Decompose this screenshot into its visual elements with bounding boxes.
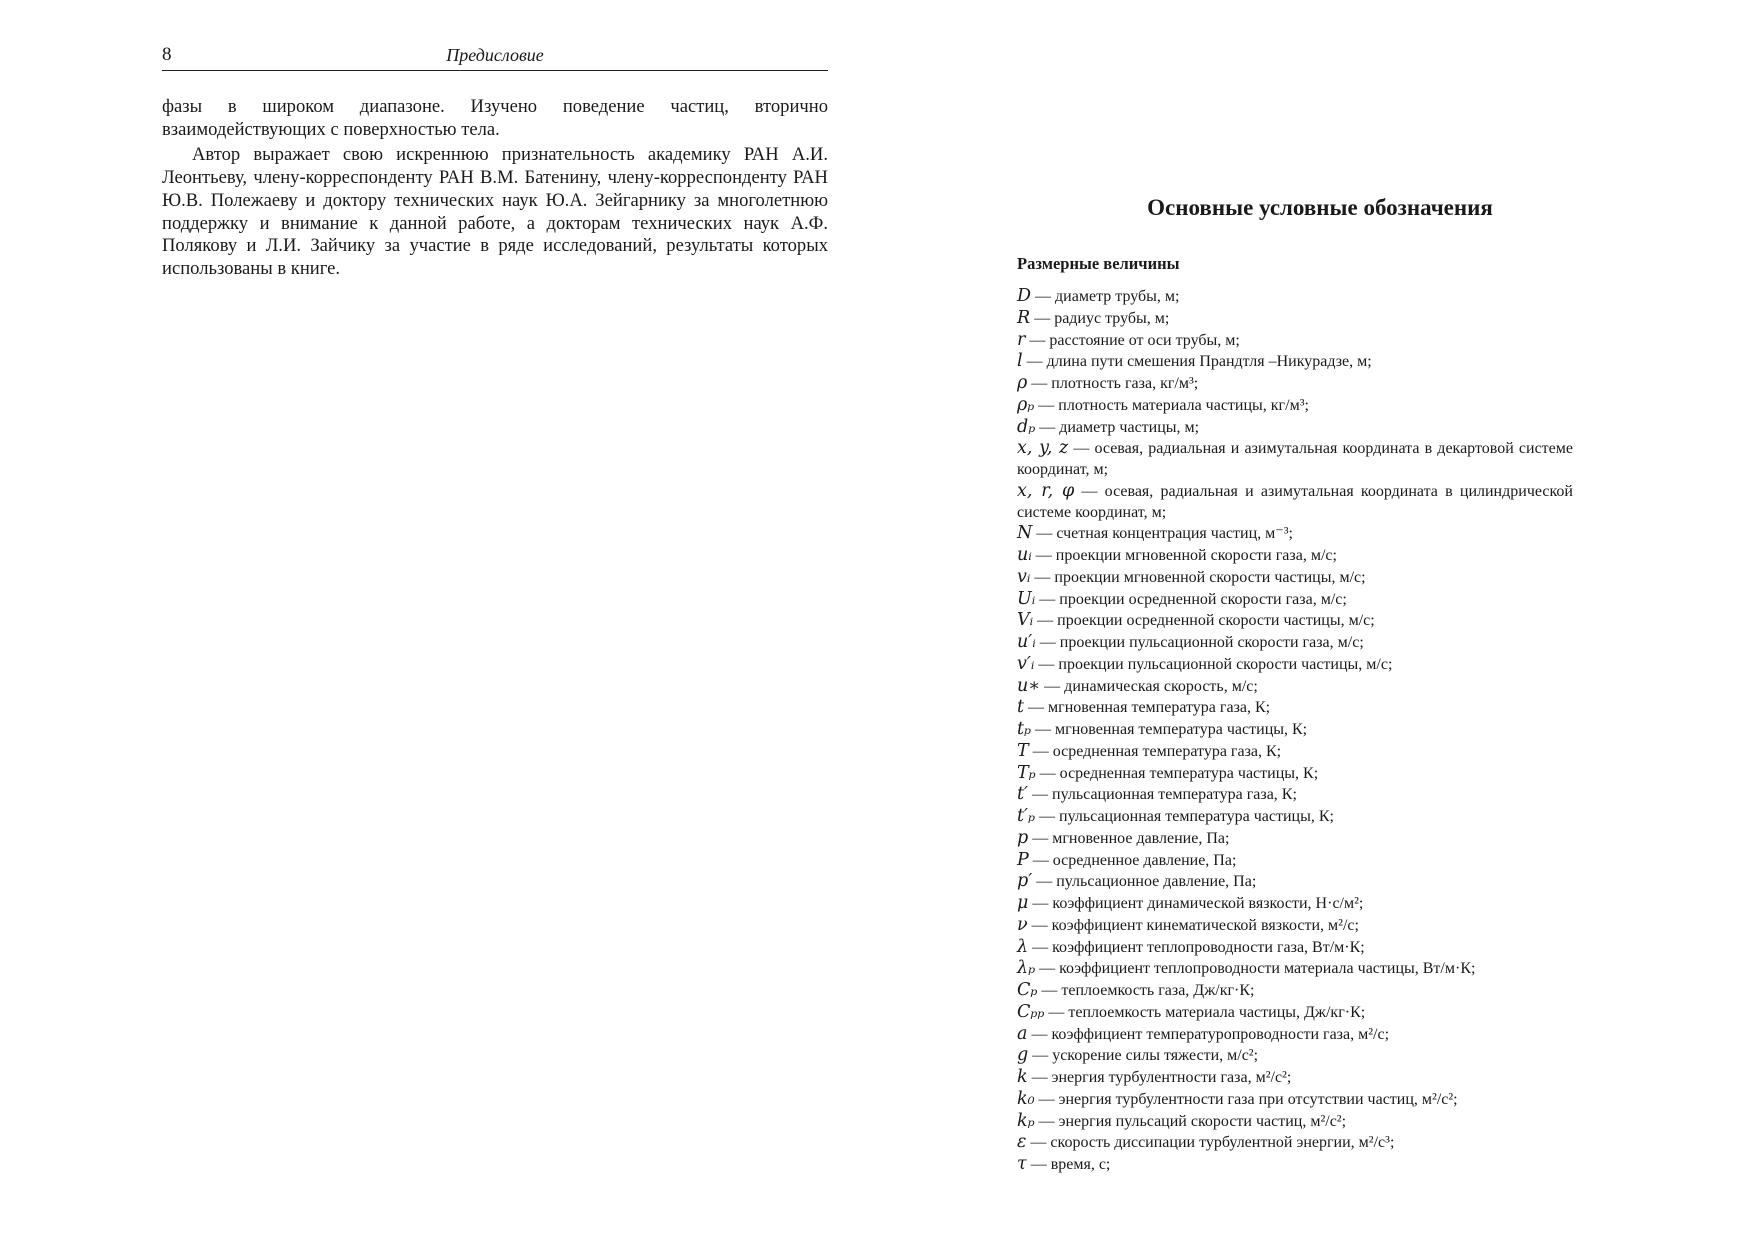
symbol: v′ᵢ — [1017, 653, 1035, 674]
running-title: Предисловие — [446, 45, 544, 65]
symbol-description: — пульсационное давление, Па; — [1032, 873, 1257, 891]
symbol-entry — [1017, 545, 1573, 567]
symbol-entry — [1017, 937, 1573, 959]
symbol-description: — осевая, радиальная и азимутальная координата в декартовой системе координат, м; — [1017, 440, 1573, 478]
symbol: vᵢ — [1017, 566, 1031, 587]
symbol: Uᵢ — [1017, 588, 1036, 609]
symbol: P — [1017, 849, 1029, 870]
symbol-description: — осредненная температура газа, К; — [1028, 742, 1282, 760]
symbol-description: — диаметр частицы, м; — [1035, 418, 1200, 436]
symbol-entry — [1017, 893, 1573, 915]
symbol-description: — проекции пульсационной скорости частицы, м/с; — [1034, 655, 1393, 673]
symbol: k₀ — [1017, 1088, 1035, 1109]
right-page — [877, 0, 1754, 1241]
symbol: T — [1017, 740, 1029, 761]
symbol-entry — [1017, 567, 1573, 589]
symbol: t — [1017, 697, 1025, 718]
symbol: r — [1017, 329, 1026, 350]
symbol: ρₚ — [1017, 394, 1035, 415]
symbol: ρ — [1017, 373, 1028, 393]
symbol-description: — время, с; — [1026, 1156, 1111, 1173]
symbol: kₚ — [1017, 1110, 1035, 1131]
symbol-list — [1017, 286, 1573, 1176]
symbol-entry — [1017, 1045, 1573, 1067]
paragraph: фазы в широком диапазоне. Изучено поведение частиц, вторично взаимодействующих с поверхностью тела. — [162, 96, 828, 140]
symbol-entry — [1017, 330, 1573, 352]
symbol: D — [1017, 286, 1032, 306]
symbol-description: — энергия пульсаций скорости частиц, м²/с²; — [1034, 1112, 1347, 1130]
symbol: g — [1017, 1045, 1029, 1066]
symbol: u′ᵢ — [1017, 632, 1036, 652]
symbol: tₚ — [1017, 719, 1032, 739]
symbol-description: — пульсационная температура частицы, К; — [1035, 808, 1334, 825]
symbol-description: — проекции осредненной скорости частицы, м/с; — [1033, 612, 1375, 630]
symbol: x, r, φ — [1017, 480, 1075, 501]
symbol-entry — [1017, 395, 1573, 417]
symbol-entry — [1017, 523, 1573, 545]
symbol: λₚ — [1017, 958, 1036, 979]
symbol-entry — [1017, 308, 1573, 330]
symbol: Vᵢ — [1017, 610, 1034, 631]
section-title: Основные условные обозначения — [1147, 195, 1493, 220]
symbol-description: — коэффициент динамической вязкости, Н·с/м²; — [1028, 895, 1364, 912]
symbol-description: — коэффициент температуропроводности газа, м²/с; — [1027, 1025, 1390, 1043]
symbol-description: — мгновенная температура частицы, К; — [1031, 721, 1308, 738]
symbol-description: — энергия турбулентности газа, м²/с²; — [1027, 1069, 1292, 1086]
symbol-entry — [1017, 1024, 1573, 1046]
symbol: x, y, z — [1017, 438, 1069, 459]
symbol-description: — теплоемкость материала частицы, Дж/кг·К; — [1044, 1003, 1366, 1021]
symbol-entry — [1017, 719, 1573, 741]
symbol-description: — диаметр трубы, м; — [1031, 288, 1180, 305]
symbol: Cₚ — [1017, 980, 1038, 1000]
symbol: Cₚₚ — [1017, 1001, 1045, 1022]
symbol-entry — [1017, 417, 1573, 439]
symbol: μ — [1017, 893, 1029, 913]
running-head — [162, 44, 828, 71]
symbol: uᵢ — [1017, 545, 1032, 565]
symbol-entry — [1017, 784, 1573, 806]
symbol-description: — пульсационная температура газа, К; — [1028, 786, 1297, 804]
symbol-description: — теплоемкость газа, Дж/кг·К; — [1037, 982, 1255, 999]
symbol-description: — осредненная температура частицы, К; — [1035, 764, 1319, 782]
symbol-entry — [1017, 373, 1573, 395]
symbol-entry — [1017, 763, 1573, 785]
symbol-description: — радиус трубы, м; — [1030, 309, 1170, 327]
symbol-entry — [1017, 351, 1573, 373]
body-text — [162, 96, 828, 281]
symbol-description: — осевая, радиальная и азимутальная координата в цилиндрической системе координат, м; — [1017, 482, 1573, 521]
symbol-entry — [1017, 828, 1573, 850]
symbol-description: — коэффициент теплопроводности газа, Вт/м·К; — [1028, 938, 1365, 956]
symbol-entry — [1017, 850, 1573, 872]
symbol: p — [1017, 827, 1029, 848]
symbol-description: — скорость диссипации турбулентной энергии, м²/с³; — [1026, 1134, 1395, 1152]
symbol-description: — расстояние от оси трубы, м; — [1025, 331, 1240, 349]
symbol: τ — [1017, 1154, 1027, 1174]
symbol-entry — [1017, 632, 1573, 654]
symbol-entry — [1017, 610, 1573, 632]
symbol-entry — [1017, 1154, 1573, 1176]
symbol: u∗ — [1017, 675, 1041, 696]
symbol-entry — [1017, 958, 1573, 980]
symbol: ν — [1017, 914, 1028, 935]
symbol-description: — коэффициент кинематической вязкости, м²/с; — [1027, 916, 1359, 934]
symbol-description: — длина пути смешения Прандтля –Никурадзе, м; — [1022, 353, 1372, 371]
symbol: Tₚ — [1017, 762, 1036, 783]
symbol-entry — [1017, 1002, 1573, 1024]
symbol: ε — [1017, 1132, 1027, 1153]
symbol: p′ — [1017, 871, 1033, 892]
symbol-entry — [1017, 1089, 1573, 1111]
symbol: l — [1017, 351, 1023, 372]
symbol: a — [1017, 1023, 1028, 1044]
paragraph: Автор выражает свою искреннюю признательность академику РАН А.И. Леонтьеву, члену-корреспонденту РАН В.М. Батенину, члену-корреспонденту РАН Ю.В. Полежаеву и доктору технических наук Ю.А. Зейгарнику за многолетнюю поддержку и внимание к данной работе, а докторам технических наук А.Ф. Полякову и Л.И. Зайчику за участие в ряде исследований, результаты которых использованы в книге. — [162, 144, 828, 279]
symbol-entry — [1017, 481, 1573, 524]
symbol-entry — [1017, 697, 1573, 719]
symbol-description: — динамическая скорость, м/с; — [1040, 677, 1258, 695]
symbol-entry — [1017, 806, 1573, 828]
symbol-entry — [1017, 1067, 1573, 1089]
symbol-description: — плотность материала частицы, кг/м³; — [1034, 396, 1309, 414]
symbol: k — [1017, 1067, 1028, 1087]
symbol-entry — [1017, 980, 1573, 1002]
symbol-entry — [1017, 871, 1573, 893]
symbol-description: — мгновенное давление, Па; — [1028, 829, 1230, 847]
symbol-entry — [1017, 589, 1573, 611]
symbol: t′ — [1017, 784, 1029, 805]
symbol-description: — проекции мгновенной скорости частицы, м/с; — [1030, 568, 1366, 586]
symbol-description: — счетная концентрация частиц, м⁻³; — [1032, 525, 1293, 543]
symbol-entry — [1017, 676, 1573, 698]
symbol: dₚ — [1017, 416, 1036, 437]
symbol-entry — [1017, 1132, 1573, 1154]
symbol-description: — осредненное давление, Па; — [1028, 851, 1237, 869]
symbol-description: — энергия турбулентности газа при отсутствии частиц, м²/с²; — [1034, 1090, 1458, 1108]
symbol-entry — [1017, 654, 1573, 676]
symbol-entry — [1017, 286, 1573, 308]
symbol: t′ₚ — [1017, 806, 1036, 826]
symbol: λ — [1017, 936, 1029, 957]
symbol-entry — [1017, 438, 1573, 481]
page-number: 8 — [162, 44, 172, 65]
symbol-entry — [1017, 1111, 1573, 1133]
subsection-title: Размерные величины — [1017, 254, 1180, 273]
symbol-description: — коэффициент теплопроводности материала частицы, Вт/м·К; — [1035, 960, 1476, 978]
symbol-description: — проекции осредненной скорости газа, м/с; — [1035, 590, 1347, 608]
symbol-description: — проекции мгновенной скорости газа, м/с; — [1031, 547, 1337, 564]
symbol-entry — [1017, 915, 1573, 937]
symbol-description: — плотность газа, кг/м³; — [1027, 375, 1199, 392]
symbol-description: — мгновенная температура газа, К; — [1024, 699, 1271, 717]
symbol-entry — [1017, 741, 1573, 763]
symbol: N — [1017, 523, 1033, 544]
symbol-description: — проекции пульсационной скорости газа, м/с; — [1035, 634, 1364, 651]
symbol-description: — ускорение силы тяжести, м/с²; — [1028, 1047, 1259, 1065]
symbol: R — [1017, 307, 1031, 328]
